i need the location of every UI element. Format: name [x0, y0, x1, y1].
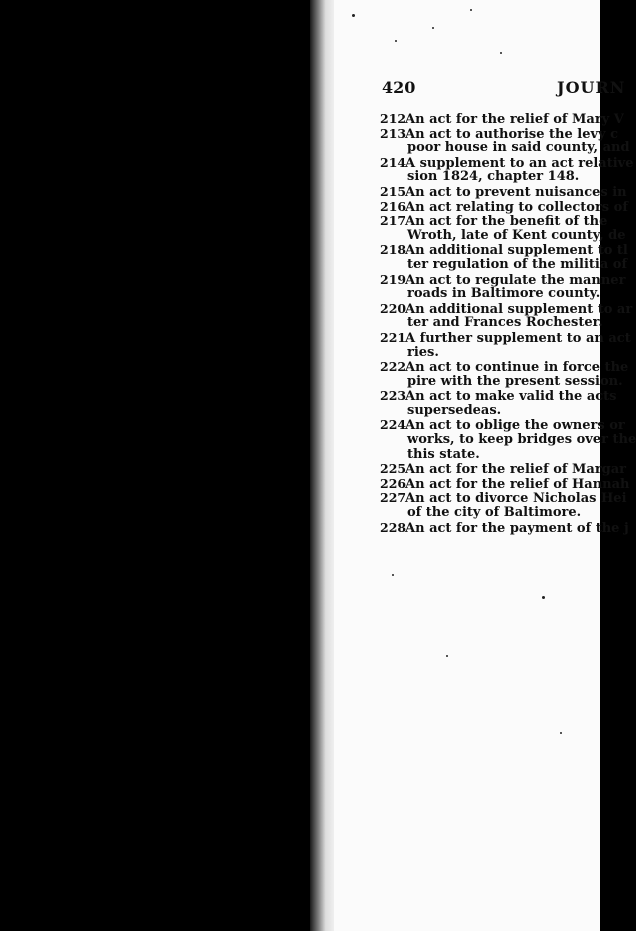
act-text: An act for the payment of the j — [405, 520, 629, 536]
act-text: An act to divorce Nicholas Hei — [405, 491, 627, 507]
act-entry — [380, 154, 634, 185]
act-entry-continuation — [380, 170, 600, 185]
act-entry — [380, 213, 626, 243]
act-entry-first-line — [380, 388, 617, 405]
act-entry-first-line — [380, 461, 627, 478]
act-entry — [380, 300, 633, 331]
act-text: sion 1824, chapter 148. — [407, 169, 580, 185]
act-entry-continuation — [380, 404, 600, 419]
act-text: An act to prevent nuisances in — [405, 184, 627, 200]
running-head — [382, 78, 626, 100]
act-text: An act for the benefit of the — [405, 214, 608, 230]
act-number: 223 — [380, 388, 407, 404]
act-entry-continuation — [380, 448, 600, 463]
page-gutter — [310, 0, 336, 931]
act-text: poor house in said county, and — [407, 140, 630, 156]
act-entry — [380, 490, 627, 521]
speck — [560, 732, 562, 734]
act-entry — [380, 417, 636, 462]
act-text: An act for the relief of Mary V — [405, 112, 624, 127]
act-entry — [380, 271, 626, 302]
act-entry-continuation — [380, 140, 630, 156]
act-text: ter regulation of the militia of — [407, 256, 628, 272]
black-margin — [0, 0, 310, 931]
act-number: 213 — [380, 125, 407, 141]
act-entry-first-line — [380, 125, 619, 142]
act-entry — [380, 461, 627, 478]
act-number: 214 — [380, 154, 407, 170]
act-entry — [380, 329, 631, 360]
act-entry — [380, 519, 629, 536]
act-entry-continuation — [380, 432, 636, 448]
act-text: An act to oblige the owners or — [405, 418, 625, 434]
act-number: 215 — [380, 183, 407, 199]
act-entry-first-line — [380, 111, 624, 127]
act-entry-first-line — [380, 183, 627, 200]
act-text: supersedeas. — [407, 402, 502, 418]
act-list — [380, 111, 636, 536]
act-number: 227 — [380, 490, 407, 506]
act-text: An act for the relief of Margar — [405, 462, 627, 478]
act-entry — [380, 111, 624, 127]
act-entry-continuation — [380, 287, 600, 302]
act-entry — [380, 125, 630, 156]
act-entry-first-line — [380, 198, 628, 215]
act-entry-continuation — [380, 256, 628, 273]
speck — [542, 596, 545, 599]
act-number: 212 — [380, 111, 407, 126]
act-entry-first-line — [380, 329, 631, 346]
act-entry — [380, 183, 627, 200]
act-entry-continuation — [380, 506, 600, 521]
act-text: pire with the present session. — [407, 373, 623, 389]
act-number: 228 — [380, 519, 407, 535]
act-entry-continuation — [380, 346, 600, 361]
act-text: An act to regulate the manner — [405, 272, 626, 288]
act-text: An act relating to collectors of — [405, 199, 628, 215]
act-number: 226 — [380, 475, 407, 491]
act-text: A further supplement to an act — [405, 330, 631, 346]
act-entry-continuation — [380, 373, 623, 390]
act-text: ter and Frances Rochester. — [407, 315, 603, 331]
act-entry-first-line — [380, 300, 633, 317]
act-entry-first-line — [380, 271, 626, 288]
act-text: An act to authorise the levy c — [405, 126, 619, 142]
act-entry-first-line — [380, 519, 629, 536]
act-number: 224 — [380, 417, 407, 433]
act-entry-first-line — [380, 242, 628, 259]
act-text: of the city of Baltimore. — [407, 505, 582, 521]
act-text: An act for the relief of Hannah — [405, 476, 630, 492]
act-entry — [380, 242, 628, 272]
act-text: ries. — [407, 344, 439, 360]
act-text: roads in Baltimore county. — [407, 286, 601, 302]
act-text: An act to continue in force the — [405, 360, 629, 376]
act-text: An additional supplement to ar — [405, 301, 633, 317]
act-text: Wroth, late of Kent county, de — [407, 227, 626, 243]
act-text: works, to keep bridges over the — [407, 432, 636, 448]
act-entry — [380, 475, 630, 492]
speck — [395, 40, 397, 42]
speck — [392, 574, 394, 576]
speck — [470, 9, 472, 11]
journal-title: JOURN — [557, 78, 626, 97]
act-entry — [380, 359, 629, 389]
speck — [500, 52, 502, 54]
act-entry-first-line — [380, 475, 630, 492]
act-text: this state. — [407, 446, 480, 462]
act-entry-first-line — [380, 490, 627, 507]
act-entry-continuation — [380, 227, 626, 244]
act-text: A supplement to an act relative — [405, 155, 634, 171]
act-number: 216 — [380, 198, 407, 214]
act-entry-first-line — [380, 417, 625, 434]
act-entry — [380, 388, 617, 418]
act-number: 219 — [380, 271, 407, 287]
page-number: 420 — [382, 78, 416, 97]
act-number: 222 — [380, 359, 407, 375]
act-entry — [380, 198, 628, 215]
act-number: 217 — [380, 213, 407, 229]
act-entry-first-line — [380, 213, 608, 230]
act-entry-first-line — [380, 154, 634, 171]
act-entry-first-line — [380, 359, 629, 376]
act-text: An additional supplement to tl — [405, 243, 628, 259]
speck — [446, 655, 448, 657]
act-number: 218 — [380, 242, 407, 258]
act-number: 221 — [380, 329, 407, 345]
act-text: An act to make valid the acts — [405, 389, 617, 405]
speck — [432, 27, 434, 29]
act-entry-continuation — [380, 315, 603, 331]
speck — [352, 14, 355, 17]
act-number: 225 — [380, 461, 407, 477]
act-number: 220 — [380, 300, 407, 316]
